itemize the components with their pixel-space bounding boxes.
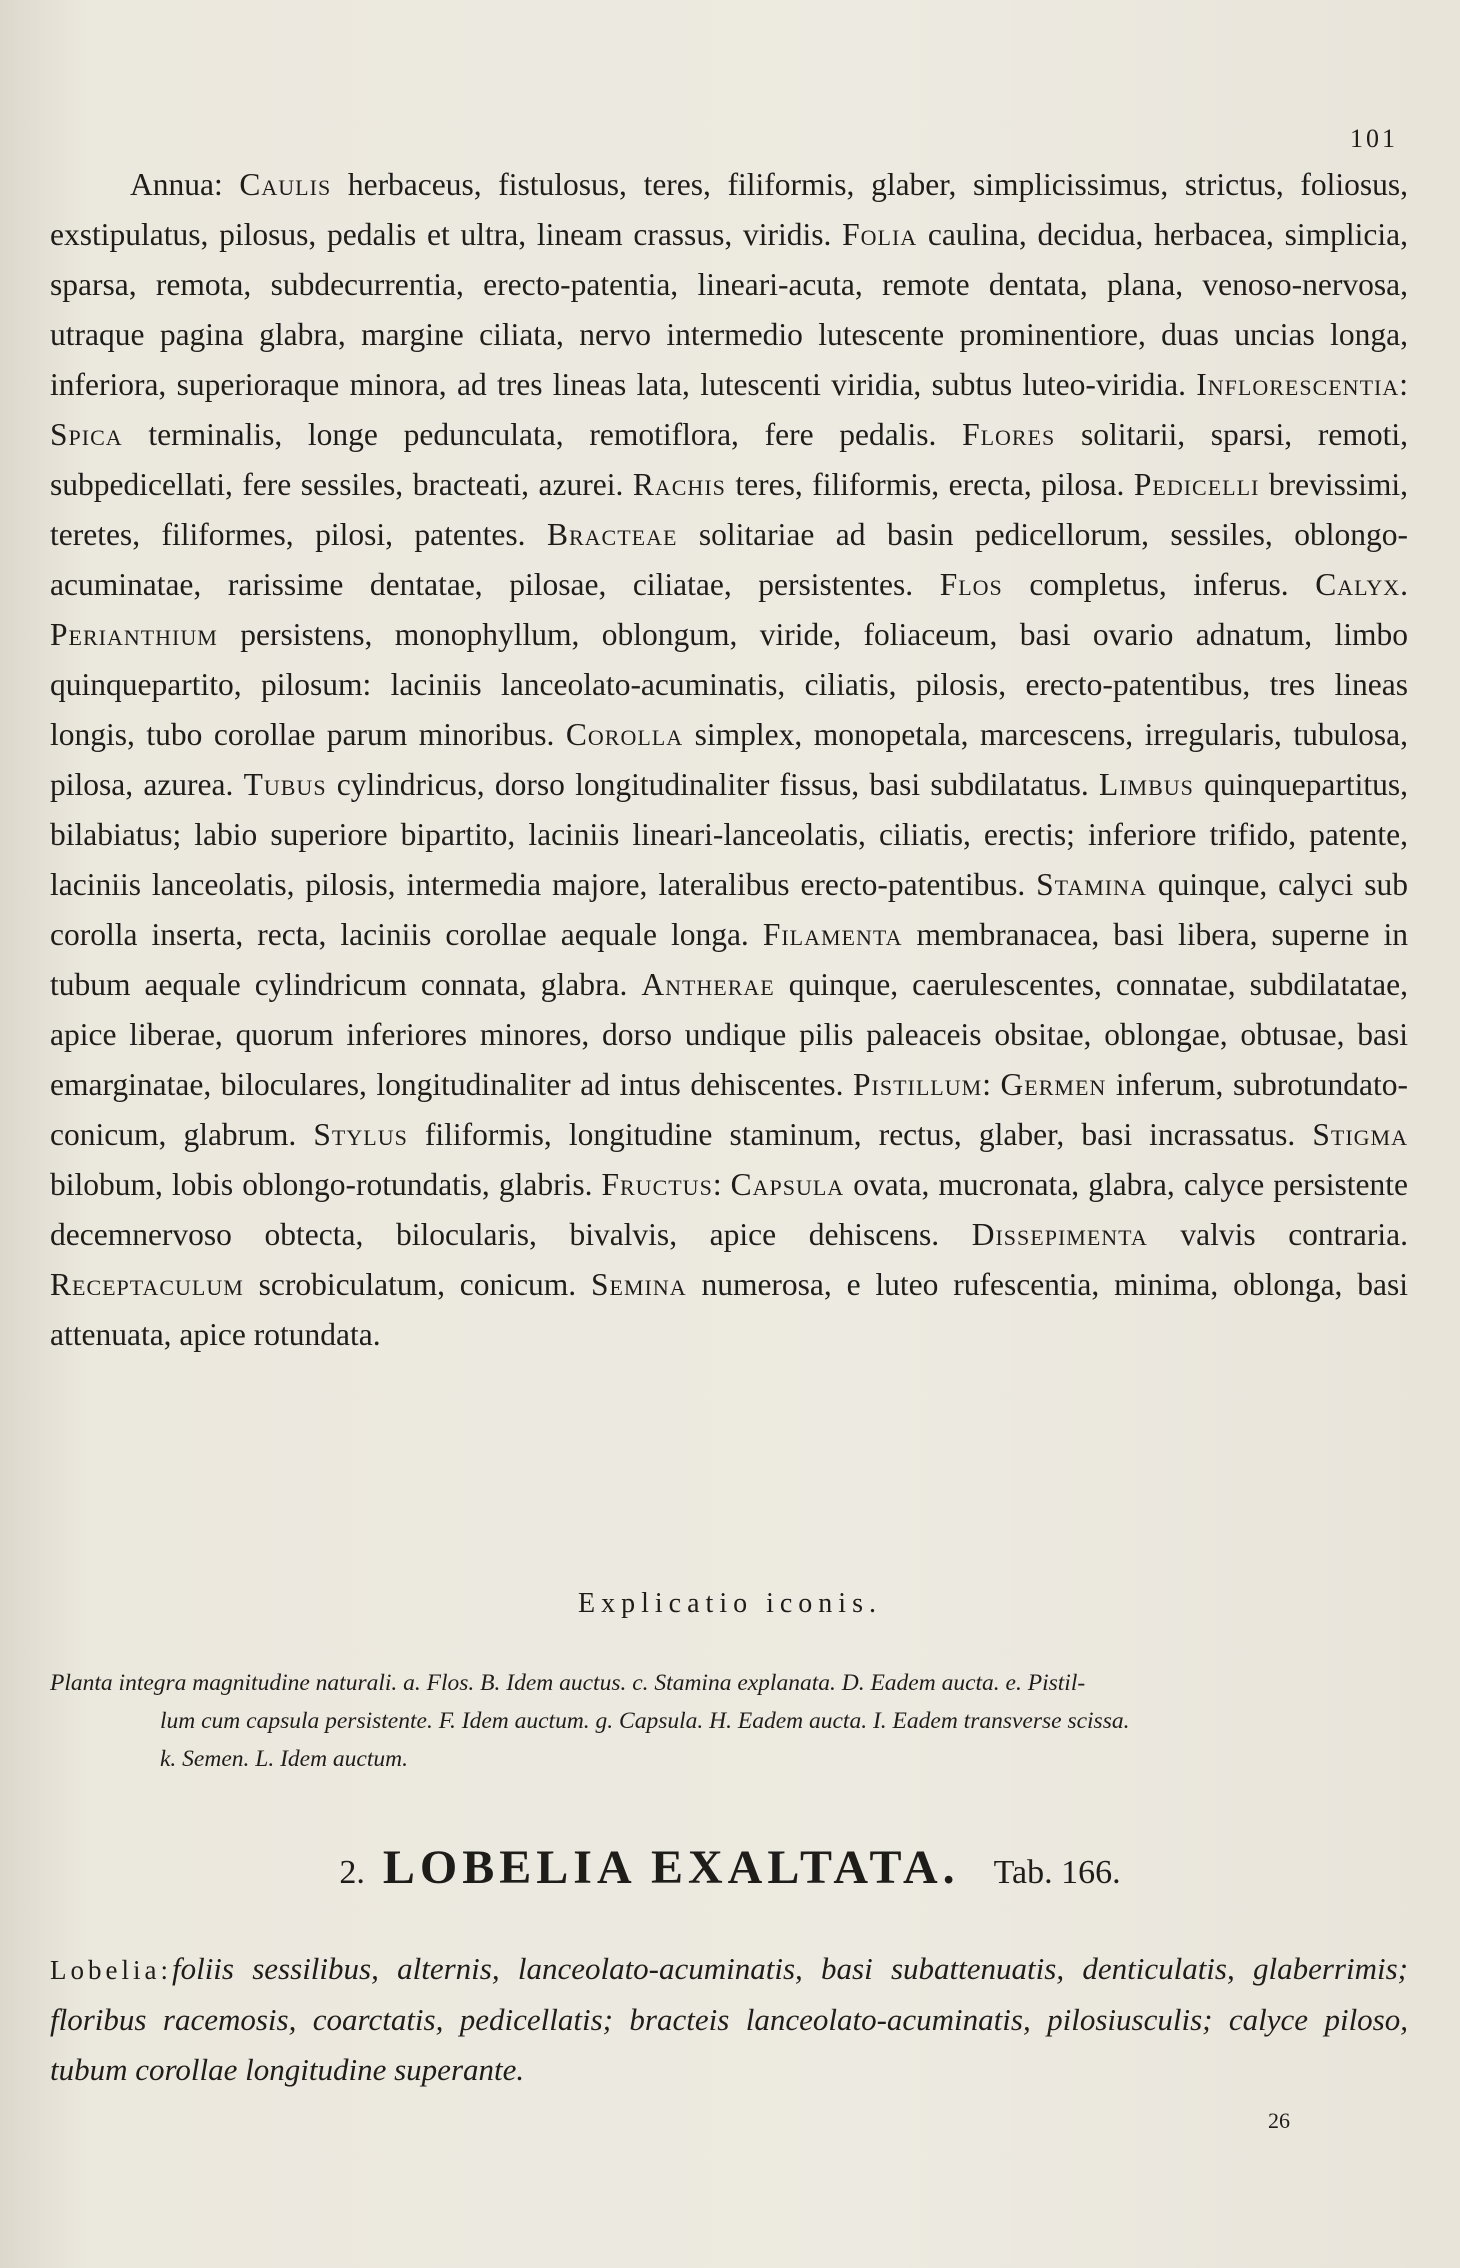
description-text: caulina, decidua, herbacea, simplicia, sparsa, remota, subdecurrentia, erecto-patentia, lineari-acuta, remote dentata, plana, venoso-nervosa, utraque pagina glabra, margine ciliata, nervo intermedio lutescente prominentiore, duas uncias longa, inferiora, superioraque minora, ad tres lineas lata, lutescenti viridia, subtus luteo-viridia. [50,217,1408,402]
signature-mark: 26 [1268,2108,1290,2133]
organ-term: Stigma [1312,1117,1408,1152]
description-text: membranacea, basi libera, superne in tubum aequale cylindricum connata, glabra. [50,917,1408,1002]
organ-term: Perianthium [50,617,218,652]
caption-line: Planta integra magnitudine naturali. a. Flos. B. Idem auctus. c. Stamina explanata. D. Eadem aucta. e. Pistil- [50,1670,1086,1696]
description-text: : [1399,367,1408,402]
species-number: 2. [339,1854,365,1891]
description-paragraph [50,160,1408,1360]
description-text: brevissimi, teretes, filiformes, pilosi, patentes. [50,467,1409,552]
organ-term: Pistillum [853,1067,983,1102]
organ-term: Folia [842,217,918,252]
description-text: herbaceus, fistulosus, teres, filiformis, glaber, simplicissimus, strictus, foliosus, exstipulatus, pilosus, pedalis et ultra, lineam crassus, viridis. [50,167,1408,252]
description-text: filiformis, longitudine staminum, rectus, glaber, basi incrassatus. [407,1117,1313,1152]
description-text: cylindricus, dorso longitudinaliter fissus, basi subdilatatus. [326,767,1099,802]
organ-term: Pedicelli [1133,467,1260,502]
caption-line: lum cum capsula persistente. F. Idem auctum. g. Capsula. H. Eadem aucta. I. Eadem transverse scissa. [160,1708,1130,1734]
explicatio-heading: Explicatio iconis. [578,1588,882,1619]
description-text: quinquepartitus, bilabiatus; labio superiore bipartito, laciniis lineari-lanceolatis, ciliatis, erectis; inferiore trifido, patente, laciniis lanceolatis, pilosis, intermedia majore, lateralibus erecto-patentibus. [50,767,1408,902]
organ-term: Corolla [565,717,684,752]
organ-term: Fructus [601,1167,713,1202]
species-title [0,1840,1460,1895]
figure-caption [50,1664,1408,1778]
description-text: persistens, monophyllum, oblongum, viride, foliaceum, basi ovario adnatum, limbo quinquepartito, pilosum: laciniis lanceolato-acuminatis, ciliatis, pilosis, erecto-patentibus, tres lineas longis, tubo corollae parum minoribus. [50,617,1408,752]
description-text: simplex, monopetala, marcescens, irregularis, tubulosa, pilosa, azurea. [50,717,1408,802]
description-text: inferum, subrotundato-conicum, glabrum. [50,1067,1408,1152]
plate-reference: Tab. 166. [993,1854,1121,1891]
organ-term: Receptaculum [50,1267,244,1302]
organ-term: Filamenta [762,917,903,952]
organ-term: Calyx [1315,567,1401,602]
species-diagnosis [50,1944,1408,2095]
description-text: teres, filiformis, erecta, pilosa. [725,467,1134,502]
diagnosis-genus: Lobelia: [50,1955,172,1985]
description-text: quinque, calyci sub corolla inserta, recta, laciniis corollae aequale longa. [50,867,1408,952]
description-text: . [1400,567,1408,602]
organ-term: Flos [939,567,1003,602]
description-text: solitariae ad basin pedicellorum, sessiles, oblongo-acuminatae, rarissime dentatae, pilosae, ciliatae, persistentes. [50,517,1408,602]
description-text: scrobiculatum, conicum. [243,1267,591,1302]
species-name: LOBELIA EXALTATA. [382,1841,960,1894]
organ-term: Flores [962,417,1056,452]
organ-term: Dissepimenta [971,1217,1148,1252]
page-number: 101 [1350,124,1398,153]
organ-term: Stylus [313,1117,408,1152]
description-text: : [982,1067,1001,1102]
organ-term: Bracteae [546,517,678,552]
organ-term: Semina [590,1267,687,1302]
description-text: ovata, mucronata, glabra, calyce persistente decemnervoso obtecta, bilocularis, bivalvis, apice dehiscens. [50,1167,1408,1252]
organ-term: Tubus [243,767,327,802]
organ-term: Spica [50,417,123,452]
description-text: : [712,1167,731,1202]
description-text: quinque, caerulescentes, connatae, subdilatatae, apice liberae, quorum inferiores minores, dorso undique pilis paleaceis obsitae, oblongae, obtusae, basi emarginatae, biloculares, longitudinaliter ad intus dehiscentes. [50,967,1408,1102]
description-text: bilobum, lobis oblongo-rotundatis, glabris. [50,1167,602,1202]
description-text: Annua: [130,167,240,202]
organ-term: Inflorescentia [1196,367,1400,402]
organ-term: Caulis [239,167,332,202]
organ-term: Stamina [1036,867,1147,902]
description-text: completus, inferus. [1002,567,1316,602]
organ-term: Rachis [632,467,726,502]
description-text: solitarii, sparsi, remoti, subpedicellati, fere sessiles, bracteati, azurei. [50,417,1408,502]
diagnosis-text: foliis sessilibus, alternis, lanceolato-acuminatis, basi subattenuatis, denticulatis, glaberrimis; floribus racemosis, coarctatis, pedicellatis; bracteis lanceolato-acuminatis, pilosiusculis; calyce piloso, tubum corollae longitudine superante. [50,1951,1408,2087]
organ-term: Germen [1000,1067,1107,1102]
organ-term: Limbus [1098,767,1194,802]
caption-line: k. Semen. L. Idem auctum. [160,1746,408,1772]
description-text: terminalis, longe pedunculata, remotiflora, fere pedalis. [122,417,963,452]
description-text: valvis contraria. [1147,1217,1409,1252]
description-text: numerosa, e luteo rufescentia, minima, oblonga, basi attenuata, apice rotundata. [50,1267,1408,1352]
organ-term: Capsula [730,1167,845,1202]
organ-term: Antherae [641,967,775,1002]
